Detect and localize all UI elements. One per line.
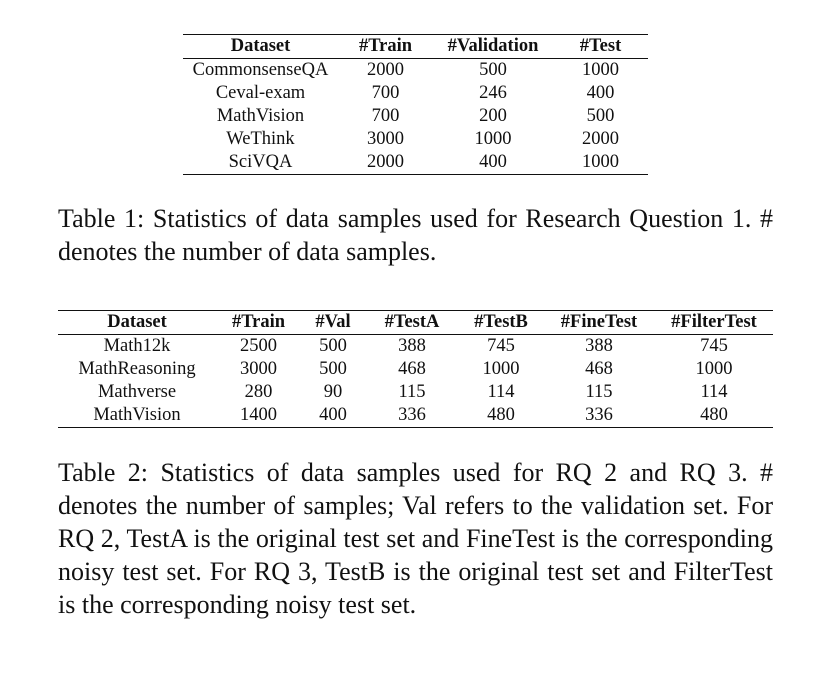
cell-testa: 388: [398, 336, 426, 356]
table-row: [183, 151, 648, 175]
cell-test: 2000: [582, 129, 619, 149]
cell-dataset: Ceval-exam: [215, 83, 306, 103]
cell-testa: 115: [398, 382, 426, 402]
cell-filtertest: 745: [700, 336, 728, 356]
table-1: [183, 34, 648, 175]
cell-testb: 114: [487, 382, 515, 402]
cell-finetest: 468: [585, 359, 613, 379]
cell-finetest: 115: [585, 382, 613, 402]
cell-val: 90: [323, 382, 343, 402]
table-row: [183, 105, 648, 128]
cell-test: 500: [586, 106, 615, 126]
cell-dataset: MathVision: [216, 106, 305, 126]
table-row: [58, 381, 773, 404]
header-train: #Train: [231, 312, 286, 332]
table-header-row: [183, 35, 648, 59]
cell-finetest: 336: [585, 405, 613, 425]
cell-val: 400: [319, 405, 347, 425]
cell-dataset: MathReasoning: [78, 359, 196, 379]
header-testb: #TestB: [474, 312, 528, 332]
table-row: [58, 404, 773, 428]
table-2: [58, 310, 773, 428]
table-row: [183, 128, 648, 151]
cell-dataset: CommonsenseQA: [192, 60, 329, 80]
cell-train: 700: [371, 106, 400, 126]
cell-val: 500: [319, 336, 347, 356]
cell-train: 3000: [240, 359, 277, 379]
cell-dataset: Mathverse: [97, 382, 177, 402]
cell-val: 500: [319, 359, 347, 379]
cell-validation: 1000: [474, 129, 512, 149]
header-validation: #Validation: [447, 36, 539, 56]
header-testa: #TestA: [384, 312, 440, 332]
table-1-caption: Table 1: Statistics of data samples used for Research Question 1. # denotes the number of data samples.: [58, 204, 773, 266]
table-2-caption: Table 2: Statistics of data samples used for RQ 2 and RQ 3. # denotes the number of samples; Val refers to the validation set. For RQ 2, TestA is the original test set and FineTest is the corresponding noisy test set. For RQ 3, TestB is the original test set and FilterTest is the corresponding noisy test set.: [58, 458, 773, 619]
header-test: #Test: [579, 36, 622, 56]
cell-testa: 336: [398, 405, 426, 425]
cell-test: 1000: [582, 152, 619, 172]
cell-validation: 246: [479, 83, 507, 103]
cell-train: 3000: [367, 129, 404, 149]
cell-filtertest: 480: [700, 405, 728, 425]
table-header-row: [58, 311, 773, 335]
header-dataset: Dataset: [107, 312, 167, 332]
header-dataset: Dataset: [230, 36, 291, 56]
table-row: [183, 82, 648, 105]
cell-dataset: MathVision: [93, 405, 181, 425]
cell-test: 400: [586, 83, 615, 103]
table-row: [183, 59, 648, 83]
cell-filtertest: 114: [700, 382, 728, 402]
table-row: [58, 358, 773, 381]
cell-train: 2000: [367, 60, 404, 80]
header-val: #Val: [315, 312, 351, 332]
header-train: #Train: [358, 36, 413, 56]
cell-testb: 745: [487, 336, 515, 356]
cell-testb: 480: [487, 405, 515, 425]
cell-train: 2500: [240, 336, 277, 356]
cell-dataset: WeThink: [226, 129, 295, 149]
cell-validation: 500: [479, 60, 507, 80]
cell-train: 2000: [367, 152, 404, 172]
cell-testa: 468: [398, 359, 426, 379]
cell-validation: 400: [479, 152, 507, 172]
cell-testb: 1000: [482, 359, 520, 379]
cell-train: 1400: [240, 405, 277, 425]
cell-dataset: SciVQA: [228, 152, 293, 172]
cell-test: 1000: [582, 60, 619, 80]
header-filtertest: #FilterTest: [671, 312, 757, 332]
cell-finetest: 388: [585, 336, 613, 356]
cell-validation: 200: [479, 106, 507, 126]
cell-train: 700: [371, 83, 400, 103]
header-finetest: #FineTest: [560, 312, 638, 332]
cell-train: 280: [244, 382, 273, 402]
cell-filtertest: 1000: [695, 359, 733, 379]
table-row: [58, 335, 773, 359]
cell-dataset: Math12k: [103, 336, 171, 356]
